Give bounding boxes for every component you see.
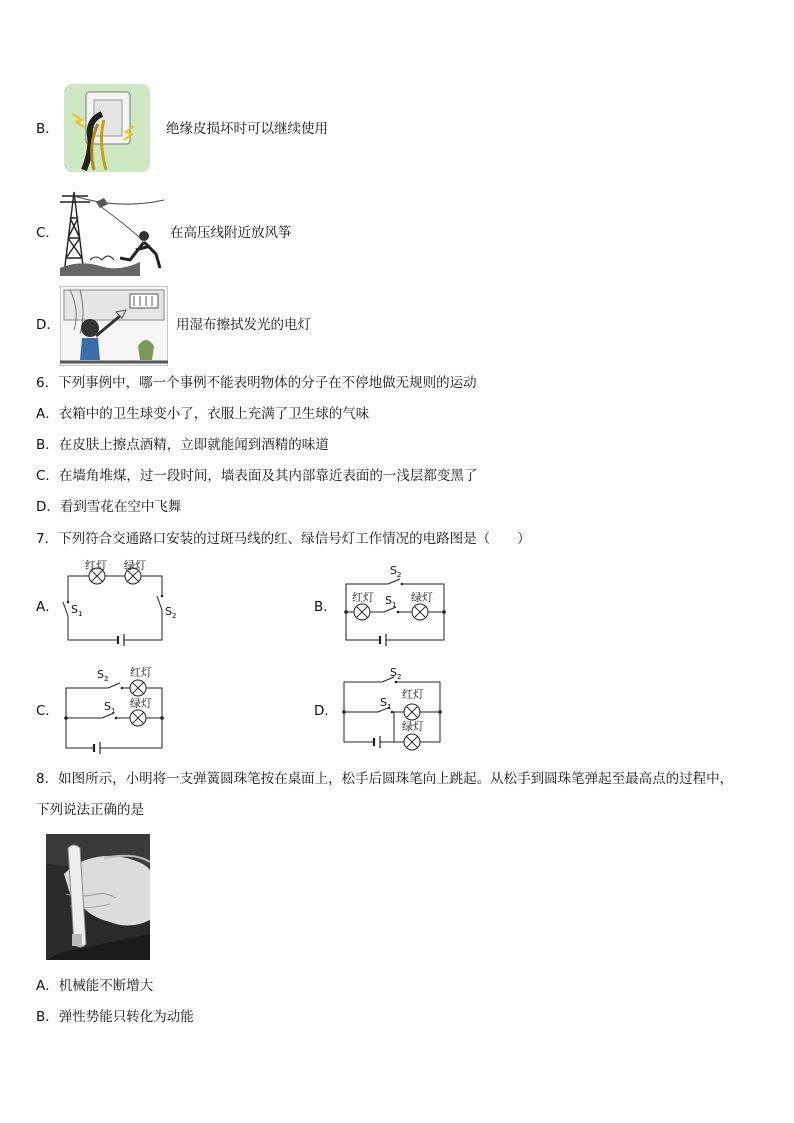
switch-label: S [71,603,78,616]
q8-option-a: A．机械能不断增大 [36,978,154,994]
switch-label: S [390,666,397,679]
green-light-label: 绿灯 [124,559,146,572]
switch-subscript: 1 [387,703,392,711]
q6-option-d: D．看到雪花在空中飞舞 [36,499,182,515]
circuit-diagram-c [64,665,164,754]
switch-subscript: 1 [111,707,116,715]
q7-stem: 7．下列符合交通路口安装的过斑马线的红、绿信号灯工作情况的电路图是（ ） [36,531,531,547]
red-light-label: 红灯 [130,666,152,679]
q7-option-d-letter: D． [314,703,338,719]
red-light-label: 红灯 [402,688,424,701]
circuit-diagram-d [342,666,442,750]
switch-label: S [97,668,104,681]
q8-stem-line1: 8．如图所示，小明将一支弹簧圆珠笔按在桌面上，松手后圆珠笔向上跳起。从松手到圆珠笔弹起至最高点的过程中， [36,771,734,787]
q6-option-a: A．衣箱中的卫生球变小了，衣服上充满了卫生球的气味 [36,406,370,422]
q8-pen-photo [46,834,150,960]
switch-label: S [104,700,111,713]
q6-stem: 6．下列事例中，哪一个事例不能表明物体的分子在不停地做无规则的运动 [36,375,477,391]
q5-option-d-letter: D． [36,317,60,333]
q7-option-a-letter: A． [36,599,59,615]
switch-subscript: 2 [172,612,177,620]
circuit-diagram-b [344,564,446,646]
q8-stem-line2: 下列说法正确的是 [36,802,144,818]
switch-subscript: 2 [397,673,402,681]
q5-option-c-text: 在高压线附近放风筝 [170,225,292,241]
switch-subscript: 1 [78,610,83,618]
q5-option-c-picture [60,188,164,276]
red-light-label: 红灯 [85,559,107,572]
switch-label: S [385,594,392,607]
green-light-label: 绿灯 [411,591,433,604]
red-light-label: 红灯 [352,591,374,604]
switch-label: S [165,605,172,618]
q5-option-b-picture [64,84,150,172]
q7-option-c-letter: C． [36,703,59,719]
q7-option-b-letter: B． [314,599,337,615]
q6-option-b: B．在皮肤上擦点酒精，立即就能闻到酒精的味道 [36,437,329,453]
switch-subscript: 2 [397,571,402,579]
circuit-diagram-a [60,556,190,648]
q5-option-b-letter: B． [36,121,59,137]
q5-option-c-letter: C． [36,225,59,241]
switch-subscript: 1 [392,601,397,609]
q8-option-b: B．弹性势能只转化为动能 [36,1009,194,1025]
green-light-label: 绿灯 [130,697,152,710]
switch-label: S [390,564,397,577]
q6-option-c: C．在墙角堆煤，过一段时间，墙表面及其内部靠近表面的一浅层都变黑了 [36,468,478,484]
q5-option-d-picture [60,286,168,366]
q5-option-d-text: 用湿布擦拭发光的电灯 [176,317,311,333]
q5-option-b-text: 绝缘皮损坏时可以继续使用 [166,121,328,137]
switch-subscript: 2 [104,675,109,683]
switch-label: S [380,696,387,709]
green-light-label: 绿灯 [402,720,424,733]
